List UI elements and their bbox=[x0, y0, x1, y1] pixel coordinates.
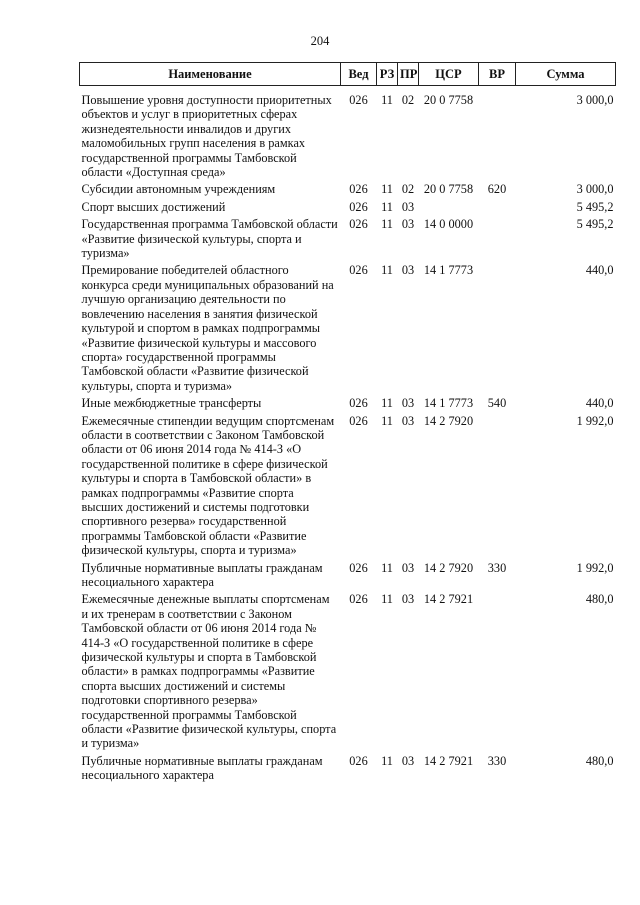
page-number: 204 bbox=[310, 34, 330, 48]
row-sum: 440,0 bbox=[585, 396, 614, 411]
row-sum: 3 000,0 bbox=[576, 93, 614, 107]
row-rz: 11 bbox=[381, 263, 393, 278]
table-row bbox=[80, 200, 616, 217]
col-header-pr: ПР bbox=[398, 63, 419, 86]
row-pr: 02 bbox=[401, 182, 415, 197]
row-vr bbox=[479, 414, 516, 561]
row-csr: 14 2 7921 bbox=[423, 753, 474, 768]
table-row bbox=[80, 754, 616, 786]
row-rz: 11 bbox=[381, 182, 393, 197]
row-name: Премирование победителей областного конкурса среди муниципальных образований на лучшую организацию деятельности по вовлечению населения в занятия физической культурой и спортом в рамках подпрограммы «Развитие физической культуры и массового спорта» государственной программы Тамбовской области «Развитие физической культуры, спорта и туризма» bbox=[81, 263, 334, 393]
row-csr: 14 2 7920 bbox=[423, 560, 474, 575]
row-pr: 03 bbox=[401, 753, 415, 768]
row-name: Государственная программа Тамбовской области «Развитие физической культуры, спорта и туризма» bbox=[81, 217, 338, 261]
col-header-rz: РЗ bbox=[377, 63, 398, 86]
row-rz: 11 bbox=[381, 396, 393, 411]
row-csr: 14 0 0000 bbox=[423, 217, 474, 232]
row-ved: 026 bbox=[349, 753, 368, 768]
row-rz: 11 bbox=[381, 560, 393, 575]
row-vr: 330 bbox=[487, 753, 507, 768]
row-vr: 620 bbox=[487, 182, 507, 197]
row-csr: 20 0 7758 bbox=[423, 93, 474, 107]
row-name: Ежемесячные денежные выплаты спортсменам и их тренерам в соответствии с Законом Тамбовской области от 06 июня 2014 года № 414-З «О государственной политике в сфере физической культуры и спорта в Тамбовской области» в рамках подпрограммы «Развитие спорта высших достижений и системы подготовки спортивного резерва» государственной программы Тамбовской области «Развитие физической культуры, спорта и туризма» bbox=[81, 592, 337, 751]
row-ved: 026 bbox=[349, 263, 368, 278]
row-pr: 03 bbox=[401, 199, 415, 214]
row-sum: 1 992,0 bbox=[576, 560, 614, 575]
row-ved: 026 bbox=[349, 217, 368, 232]
row-vr: 330 bbox=[487, 560, 507, 575]
row-rz: 11 bbox=[381, 413, 393, 428]
row-ved: 026 bbox=[349, 560, 368, 575]
header-row bbox=[80, 63, 616, 86]
row-csr: 14 2 7921 bbox=[423, 592, 474, 607]
row-pr: 02 bbox=[401, 93, 415, 107]
row-vr bbox=[479, 200, 516, 217]
col-header-sum: Сумма bbox=[516, 63, 616, 86]
row-sum: 1 992,0 bbox=[576, 413, 614, 428]
row-rz: 11 bbox=[381, 199, 393, 214]
row-rz: 11 bbox=[381, 592, 393, 607]
row-csr bbox=[419, 200, 479, 217]
row-pr: 03 bbox=[401, 263, 415, 278]
row-rz: 11 bbox=[381, 217, 393, 232]
table-row bbox=[80, 592, 616, 753]
table-row bbox=[80, 182, 616, 199]
row-pr: 03 bbox=[401, 592, 415, 607]
row-sum: 5 495,2 bbox=[576, 217, 614, 232]
row-ved: 026 bbox=[349, 199, 368, 214]
col-header-ved: Вед bbox=[341, 63, 377, 86]
col-header-vr: ВР bbox=[479, 63, 516, 86]
row-sum: 480,0 bbox=[585, 592, 614, 607]
row-vr bbox=[479, 592, 516, 753]
row-pr: 03 bbox=[401, 396, 415, 411]
row-csr: 14 2 7920 bbox=[423, 413, 474, 428]
table-row bbox=[80, 217, 616, 263]
row-name: Спорт высших достижений bbox=[81, 199, 226, 214]
row-ved: 026 bbox=[349, 93, 368, 107]
row-name: Иные межбюджетные трансферты bbox=[81, 396, 262, 411]
row-vr bbox=[479, 263, 516, 396]
row-sum: 3 000,0 bbox=[576, 182, 614, 197]
row-name: Повышение уровня доступности приоритетных объектов и услуг в приоритетных сферах жизнедеятельности инвалидов и других маломобильных групп населения в рамках государственной программы Тамбовской области «Доступная среда» bbox=[81, 93, 332, 180]
row-rz: 11 bbox=[381, 753, 393, 768]
row-ved: 026 bbox=[349, 592, 368, 607]
row-name: Субсидии автономным учреждениям bbox=[81, 182, 276, 197]
row-ved: 026 bbox=[349, 396, 368, 411]
row-csr: 14 1 7773 bbox=[423, 396, 474, 411]
row-pr: 03 bbox=[401, 560, 415, 575]
row-vr bbox=[479, 93, 516, 182]
table-row bbox=[80, 396, 616, 413]
row-sum: 5 495,2 bbox=[576, 199, 614, 214]
row-vr: 540 bbox=[487, 396, 507, 411]
row-ved: 026 bbox=[349, 413, 368, 428]
budget-table bbox=[79, 62, 616, 786]
table-row bbox=[80, 263, 616, 396]
row-sum: 440,0 bbox=[585, 263, 614, 278]
table-row bbox=[80, 414, 616, 561]
row-csr: 14 1 7773 bbox=[423, 263, 474, 278]
row-ved: 026 bbox=[349, 182, 368, 197]
header-spacer bbox=[80, 86, 616, 94]
row-name: Публичные нормативные выплаты гражданам несоциального характера bbox=[81, 560, 323, 589]
row-csr: 20 0 7758 bbox=[423, 182, 474, 197]
col-header-name: Наименование bbox=[80, 63, 341, 86]
row-sum: 480,0 bbox=[585, 753, 614, 768]
row-rz: 11 bbox=[381, 93, 393, 107]
row-pr: 03 bbox=[401, 413, 415, 428]
row-name: Публичные нормативные выплаты гражданам несоциального характера bbox=[81, 753, 323, 783]
row-vr bbox=[479, 217, 516, 263]
row-pr: 03 bbox=[401, 217, 415, 232]
table-row bbox=[80, 93, 616, 182]
col-header-csr: ЦСР bbox=[419, 63, 479, 86]
table-row bbox=[80, 561, 616, 593]
row-name: Ежемесячные стипендии ведущим спортсменам области в соответствии с Законом Тамбовской области от 06 июня 2014 года № 414-З «О государственной политике в сфере физической культуры и спорта в Тамбовской области» в рамках подпрограммы «Развитие спорта высших достижений и системы подготовки спортивного резерва» государственной программы Тамбовской области «Развитие физической культуры, спорта и туризма» bbox=[81, 413, 335, 558]
